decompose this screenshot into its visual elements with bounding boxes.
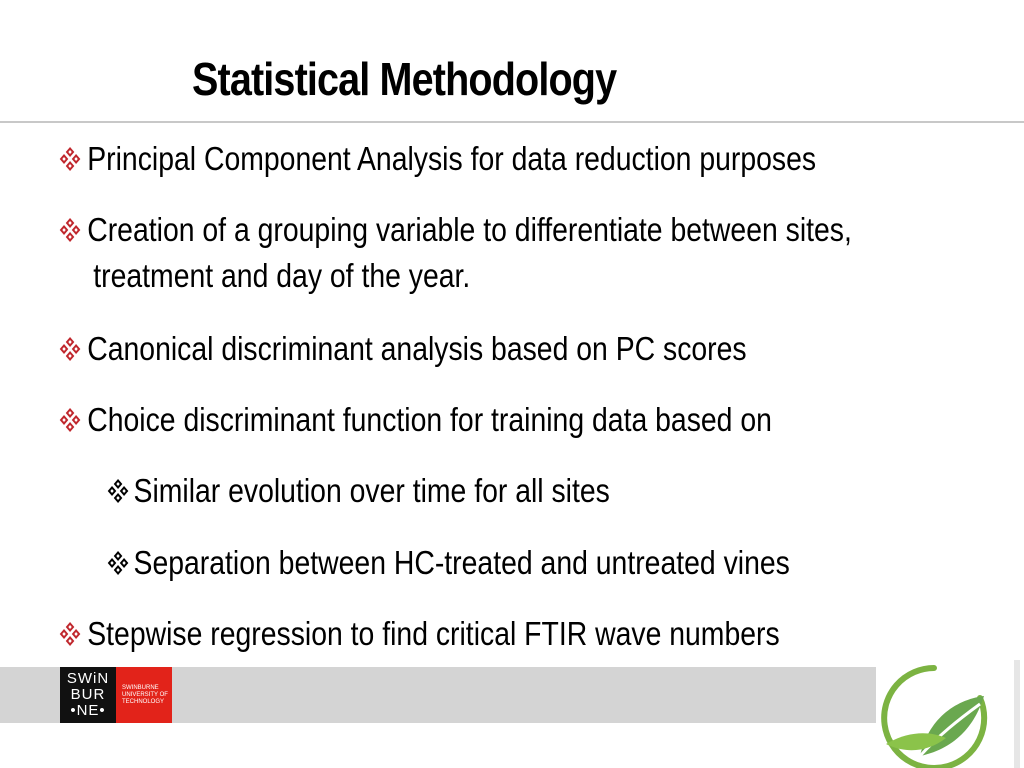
bullet-item <box>58 207 852 299</box>
bullet-item <box>58 136 816 182</box>
diamond-bullet-icon <box>58 406 82 434</box>
bullet-text: Canonical discriminant analysis based on PC scores <box>87 330 747 367</box>
swinburne-logo <box>60 667 172 723</box>
bullet-item <box>58 611 780 657</box>
bullet-text-line-2: treatment and day of the year. <box>93 257 471 294</box>
leaf-circle-logo-icon <box>876 660 996 768</box>
diamond-bullet-icon <box>58 335 82 363</box>
sub-bullet-text: Separation between HC-treated and untreated vines <box>133 544 790 581</box>
sub-bullet-item <box>106 468 610 514</box>
bullet-text: Choice discriminant function for training data based on <box>87 401 772 438</box>
bullet-text: Stepwise regression to find critical FTIR wave numbers <box>87 615 780 652</box>
swinburne-logo-caption: SWINBURNE UNIVERSITY OF TECHNOLOGY <box>116 667 172 723</box>
logo-line: SWiN <box>66 670 110 687</box>
title-divider <box>0 121 1024 123</box>
side-divider <box>1014 660 1020 768</box>
slide-title: Statistical Methodology <box>192 53 617 105</box>
diamond-bullet-icon <box>58 145 82 173</box>
diamond-bullet-icon <box>58 216 82 244</box>
bullet-item <box>58 397 772 443</box>
sub-bullet-text: Similar evolution over time for all sites <box>133 472 610 509</box>
bullet-text-line-1: Creation of a grouping variable to differentiate between sites, <box>87 211 852 248</box>
diamond-bullet-icon <box>58 620 82 648</box>
swinburne-logo-mark <box>60 667 116 723</box>
logo-line: •NE• <box>70 702 106 719</box>
diamond-bullet-icon <box>106 477 130 505</box>
sub-bullet-item <box>106 540 790 586</box>
logo-line: BUR <box>70 686 106 703</box>
diamond-bullet-icon <box>106 549 130 577</box>
bullet-item <box>58 326 747 372</box>
bullet-text: Principal Component Analysis for data reduction purposes <box>87 140 817 177</box>
